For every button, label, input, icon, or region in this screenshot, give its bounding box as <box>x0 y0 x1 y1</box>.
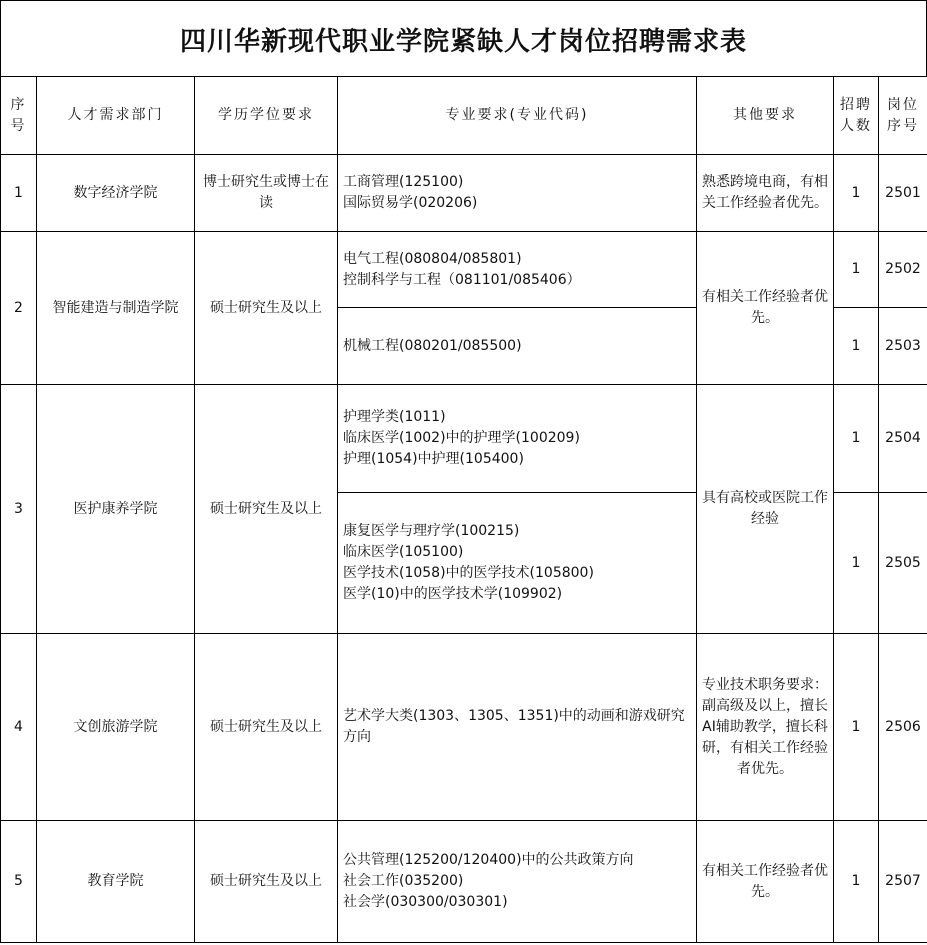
major-item: 控制科学与工程（081101/085406） <box>343 271 581 288</box>
count-cell: 1 <box>834 308 879 385</box>
major-item: 艺术学大类(1303、1305、1351)中的动画和游戏研究方向 <box>343 708 685 745</box>
major-cell <box>338 308 697 385</box>
seq-cell: 1 <box>1 155 37 232</box>
post-cell: 2506 <box>879 634 927 821</box>
major-item: 机械工程(080201/085500) <box>343 337 522 354</box>
header-row <box>1 77 927 155</box>
major-item: 康复医学与理疗学(100215) <box>343 523 520 539</box>
count-cell: 1 <box>834 232 879 308</box>
other-cell: 有相关工作经验者优先。 <box>697 821 834 943</box>
degree-cell: 硕士研究生及以上 <box>195 634 338 821</box>
degree-cell: 硕士研究生及以上 <box>195 821 338 943</box>
major-item: 护理(1054)中护理(105400) <box>343 451 524 467</box>
post-cell: 2505 <box>879 493 927 634</box>
post-cell: 2502 <box>879 232 927 308</box>
major-item: 医学(10)中的医学技术学(109902) <box>343 586 563 602</box>
dept-cell: 文创旅游学院 <box>37 634 195 821</box>
page-title: 四川华新现代职业学院紧缺人才岗位招聘需求表 <box>0 0 927 77</box>
major-item: 临床医学(1002)中的护理学(100209) <box>343 430 580 446</box>
major-cell <box>338 385 697 493</box>
dept-cell: 教育学院 <box>37 821 195 943</box>
major-item: 社会工作(035200) <box>343 873 464 889</box>
recruitment-table <box>0 76 927 943</box>
major-item: 护理学类(1011) <box>343 409 446 425</box>
table-row <box>1 634 927 821</box>
post-cell: 2501 <box>879 155 927 232</box>
header-seq: 序号 <box>1 77 37 155</box>
dept-cell: 智能建造与制造学院 <box>37 232 195 385</box>
major-item: 医学技术(1058)中的医学技术(105800) <box>343 565 594 581</box>
other-cell: 具有高校或医院工作经验 <box>697 385 834 634</box>
count-cell: 1 <box>834 821 879 943</box>
major-cell <box>338 493 697 634</box>
seq-cell: 5 <box>1 821 37 943</box>
other-cell: 有相关工作经验者优先。 <box>697 232 834 385</box>
header-major: 专业要求(专业代码) <box>338 77 697 155</box>
major-cell <box>338 634 697 821</box>
header-degree: 学历学位要求 <box>195 77 338 155</box>
seq-cell: 2 <box>1 232 37 385</box>
major-cell <box>338 155 697 232</box>
table-row <box>1 155 927 232</box>
header-other: 其他要求 <box>697 77 834 155</box>
post-cell: 2503 <box>879 308 927 385</box>
table-row <box>1 821 927 943</box>
other-cell: 熟悉跨境电商，有相关工作经验者优先。 <box>697 155 834 232</box>
count-cell: 1 <box>834 155 879 232</box>
major-item: 国际贸易学(020206) <box>343 195 478 211</box>
major-item: 社会学(030300/030301) <box>343 894 508 910</box>
header-count: 招聘人数 <box>834 77 879 155</box>
dept-cell: 数字经济学院 <box>37 155 195 232</box>
seq-cell: 3 <box>1 385 37 634</box>
degree-cell: 硕士研究生及以上 <box>195 232 338 385</box>
count-cell: 1 <box>834 385 879 493</box>
major-cell <box>338 821 697 943</box>
dept-cell: 医护康养学院 <box>37 385 195 634</box>
header-dept: 人才需求部门 <box>37 77 195 155</box>
major-item: 公共管理(125200/120400)中的公共政策方向 <box>343 852 634 868</box>
count-cell: 1 <box>834 634 879 821</box>
major-item: 电气工程(080804/085801) <box>343 250 522 267</box>
post-cell: 2507 <box>879 821 927 943</box>
count-cell: 1 <box>834 493 879 634</box>
table-row <box>1 385 927 493</box>
major-cell <box>338 232 697 308</box>
other-cell: 专业技术职务要求：副高级及以上，擅长AI辅助教学，擅长科研，有相关工作经验者优先。 <box>697 634 834 821</box>
table-row <box>1 232 927 308</box>
post-cell: 2504 <box>879 385 927 493</box>
degree-cell: 博士研究生或博士在读 <box>195 155 338 232</box>
seq-cell: 4 <box>1 634 37 821</box>
header-post: 岗位序号 <box>879 77 927 155</box>
major-item: 临床医学(105100) <box>343 544 464 560</box>
degree-cell: 硕士研究生及以上 <box>195 385 338 634</box>
major-item: 工商管理(125100) <box>343 174 464 190</box>
